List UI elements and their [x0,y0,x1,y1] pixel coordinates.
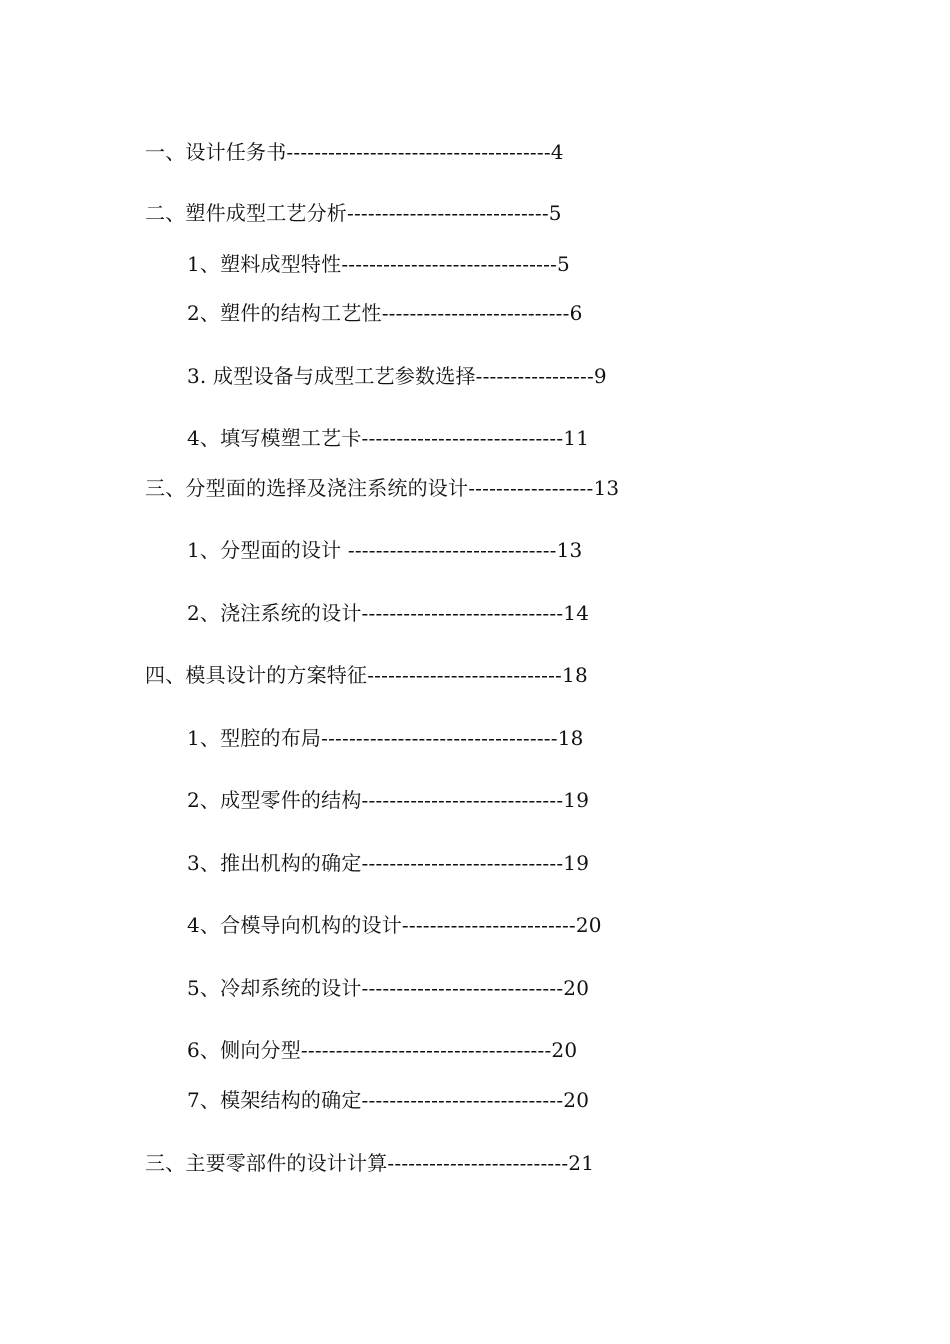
toc-entry-design-task[interactable]: 一、设计任务书--------------------------------------4 [145,140,564,164]
toc-entry-plastic-molding-characteristics[interactable]: 1、塑料成型特性-------------------------------5 [187,252,570,276]
toc-entry-parting-surface-and-gating[interactable]: 三、分型面的选择及浇注系统的设计------------------13 [145,476,620,500]
toc-entry-structural-manufacturability[interactable]: 2、塑件的结构工艺性---------------------------6 [187,301,583,325]
toc-entry-molding-process-card[interactable]: 4、填写模塑工艺卡-----------------------------11 [187,426,590,450]
toc-entry-mold-design-scheme[interactable]: 四、模具设计的方案特征----------------------------18 [145,663,588,687]
toc-entry-ejection-mechanism[interactable]: 3、推出机构的确定-----------------------------19 [187,851,590,875]
toc-entry-mold-base-structure[interactable]: 7、模架结构的确定-----------------------------20 [187,1088,590,1112]
toc-entry-parting-surface-design[interactable]: 1、分型面的设计 ------------------------------13 [187,538,583,562]
toc-entry-plastic-part-process-analysis[interactable]: 二、塑件成型工艺分析-----------------------------5 [145,201,562,225]
toc-entry-gating-system-design[interactable]: 2、浇注系统的设计-----------------------------14 [187,601,590,625]
toc-entry-guide-mechanism[interactable]: 4、合模导向机构的设计-------------------------20 [187,913,602,937]
toc-entry-cavity-layout[interactable]: 1、型腔的布局----------------------------------18 [187,726,584,750]
toc-entry-main-parts-calculation[interactable]: 三、主要零部件的设计计算--------------------------21 [145,1151,595,1175]
toc-entry-molding-parts-structure[interactable]: 2、成型零件的结构-----------------------------19 [187,788,590,812]
toc-entry-side-parting[interactable]: 6、侧向分型------------------------------------20 [187,1038,578,1062]
toc-entry-equipment-and-parameters[interactable]: 3. 成型设备与成型工艺参数选择-----------------9 [187,364,607,388]
toc-entry-cooling-system[interactable]: 5、冷却系统的设计-----------------------------20 [187,976,590,1000]
